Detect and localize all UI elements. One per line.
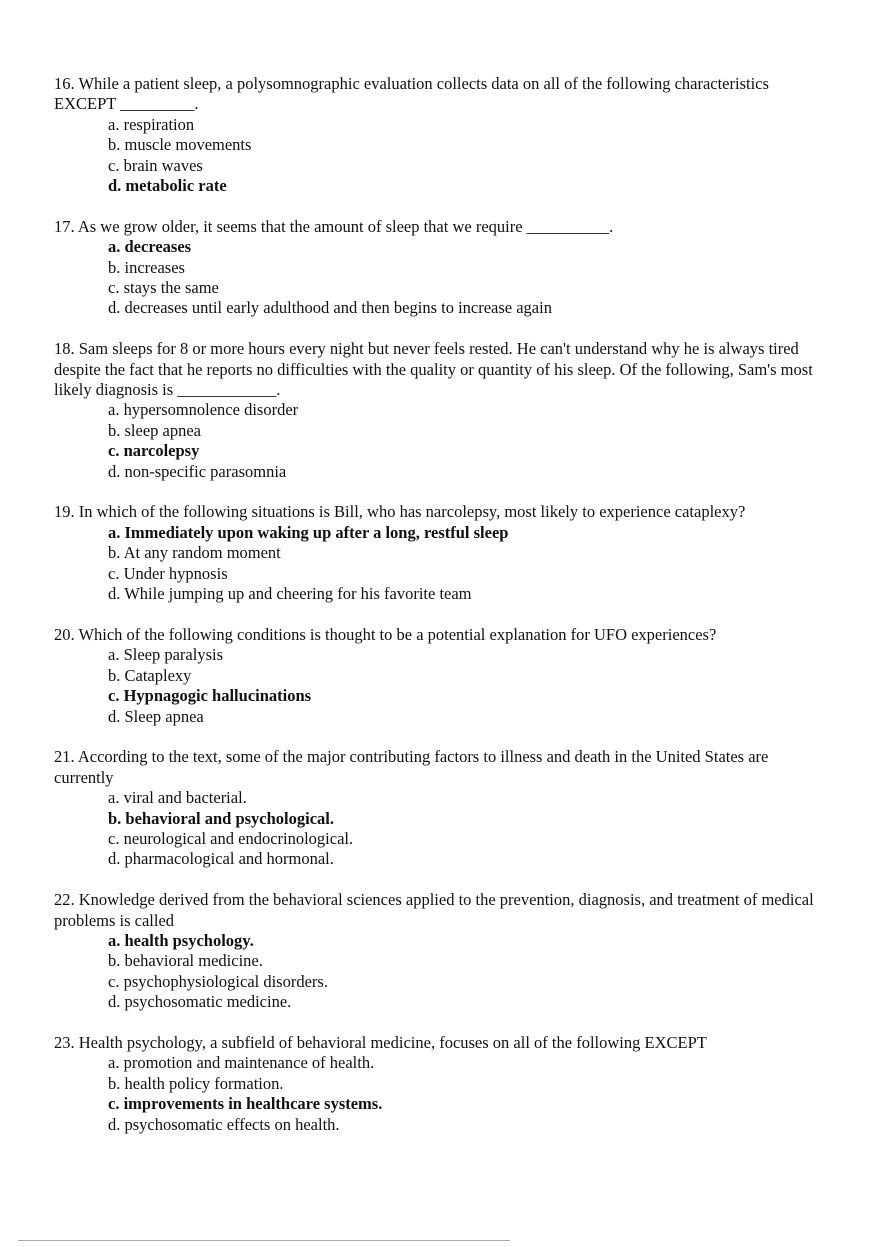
option-b: b. At any random moment — [108, 543, 281, 563]
option-b: b. behavioral and psychological. — [108, 808, 334, 828]
option-c: c. Under hypnosis — [108, 563, 228, 583]
option-d: d. psychosomatic medicine. — [108, 992, 292, 1012]
answer-options — [54, 400, 829, 482]
question-23 — [54, 1033, 829, 1135]
option-d: d. decreases until early adulthood and then begins to increase again — [108, 298, 552, 318]
option-c: c. stays the same — [108, 278, 219, 298]
question-stem: 22. Knowledge derived from the behavioral sciences applied to the prevention, diagnosis, and treatment of medical problems is called — [54, 890, 814, 930]
option-d: d. psychosomatic effects on health. — [108, 1114, 340, 1134]
question-19 — [54, 502, 829, 604]
answer-options — [54, 931, 829, 1013]
question-stem: 21. According to the text, some of the major contributing factors to illness and death in the United States are currently — [54, 747, 769, 787]
answer-options — [54, 237, 829, 319]
option-b: b. health policy formation. — [108, 1073, 284, 1093]
option-c: c. Hypnagogic hallucinations — [108, 686, 312, 706]
option-c: c. psychophysiological disorders. — [108, 971, 328, 991]
option-a: a. decreases — [108, 237, 192, 257]
question-17 — [54, 217, 829, 319]
question-list — [54, 74, 829, 1155]
option-c: c. brain waves — [108, 155, 203, 175]
question-18 — [54, 339, 829, 482]
option-b: b. Cataplexy — [108, 665, 192, 685]
option-a: a. promotion and maintenance of health. — [108, 1053, 375, 1073]
question-stem: 20. Which of the following conditions is thought to be a potential explanation for UFO experiences? — [54, 624, 717, 644]
option-a: a. respiration — [108, 114, 195, 134]
option-a: a. Sleep paralysis — [108, 645, 224, 665]
option-a: a. hypersomnolence disorder — [108, 400, 299, 420]
question-21 — [54, 747, 829, 869]
option-c: c. improvements in healthcare systems. — [108, 1094, 383, 1114]
answer-options — [54, 1053, 829, 1135]
question-20 — [54, 625, 829, 727]
option-d: d. Sleep apnea — [108, 706, 204, 726]
question-16 — [54, 74, 829, 196]
option-a: a. viral and bacterial. — [108, 788, 247, 808]
option-b: b. muscle movements — [108, 135, 252, 155]
answer-options — [54, 788, 829, 870]
answer-options — [54, 645, 829, 727]
answer-options — [54, 115, 829, 197]
question-stem: 18. Sam sleeps for 8 or more hours every night but never feels rested. He can't understand why he is always tired despite the fact that he reports no difficulties with the quality or quantity of his sleep. Of the following, Sam's most likely diagnosis is ____________. — [54, 339, 813, 400]
option-c: c. narcolepsy — [108, 441, 200, 461]
option-b: b. behavioral medicine. — [108, 951, 263, 971]
option-c: c. neurological and endocrinological. — [108, 828, 354, 848]
question-22 — [54, 890, 829, 1012]
option-a: a. health psychology. — [108, 930, 254, 950]
option-d: d. non-specific parasomnia — [108, 461, 287, 481]
question-stem: 23. Health psychology, a subfield of behavioral medicine, focuses on all of the following EXCEPT — [54, 1032, 707, 1052]
question-stem: 19. In which of the following situations is Bill, who has narcolepsy, most likely to experience cataplexy? — [54, 502, 746, 522]
question-stem: 16. While a patient sleep, a polysomnographic evaluation collects data on all of the following characteristics EXCEPT _________. — [54, 74, 769, 114]
option-d: d. pharmacological and hormonal. — [108, 849, 334, 869]
footer-divider — [18, 1240, 510, 1241]
option-a: a. Immediately upon waking up after a long, restful sleep — [108, 522, 509, 542]
question-stem: 17. As we grow older, it seems that the amount of sleep that we require __________. — [54, 216, 614, 236]
option-b: b. increases — [108, 257, 185, 277]
answer-options — [54, 523, 829, 605]
option-d: d. metabolic rate — [108, 176, 227, 196]
option-b: b. sleep apnea — [108, 420, 201, 440]
option-d: d. While jumping up and cheering for his favorite team — [108, 584, 472, 604]
